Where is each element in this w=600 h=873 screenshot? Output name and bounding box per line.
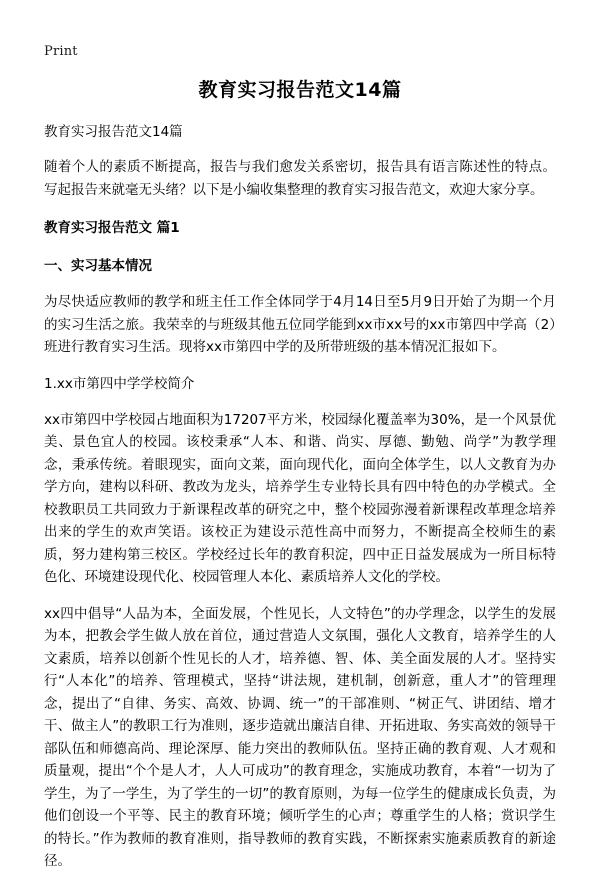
print-label[interactable]: Print bbox=[44, 44, 78, 59]
paragraph-school-philosophy: xx四中倡导“人品为本，全面发展，个性见长，人文特色”的办学理念，以学生的发展为本，把教会学生做人放在首位，通过营造人文氛围，强化人文教育，培养学生的人文素质，培养以创新个性见长的人才，培养德、智、体、美全面发展的人才。坚持实行“人本化”的培养、管理模式，坚持“讲法规，建机制，创新意，重人才”的管理理念，提出了“自律、务实、高效、协调、统一”的干部准则、“树正气、讲团结、增才干、做主人”的教职工行为准则，逐步造就出廉洁自律、开拓进取、务实高效的领导干部队伍和师德高尚、理论深厚、能力突出的教师队伍。坚持正确的教育观、人才观和质量观，提出“个个是人才，人人可成功”的教育理念，实施成功教育，本着“一切为了学生，为了一学生，为了学生的一切”的教育原则，为每一位学生的健康成长负责，为他们创设一个平等、民主的教育环境；倾听学生的心声；尊重学生的人格；赏识学生的特长。”作为教师的教育准则，指导教师的教育实践，不断探索实施素质教育的新途径。 bbox=[44, 605, 556, 869]
intro-paragraph: 随着个人的素质不断提高，报告与我们愈发关系密切，报告具有语言陈述性的特点。写起报告来就毫无头绪？以下是小编收集整理的教育实习报告范文，欢迎大家分享。 bbox=[44, 159, 556, 198]
section-heading-pian1: 教育实习报告范文 篇1 bbox=[44, 220, 180, 236]
paragraph-school-profile: xx市第四中学校园占地面积为17207平方米，校园绿化覆盖率为30%，是一个风景优美、景色宜人的校园。该校秉承“人本、和谐、尚实、厚德、勤勉、尚学”为教学理念，秉承传统。着眼现实，面向文莱，面向现代化，面向全体学生，以人文教育为办学方向，建构以科研、教改为龙头，培养学生专业特长具有四中特色的办学模式。全校教职员工共同致力于新课程改革的研究之中，整个校园弥漫着新课程改革理念培养出来的学生的欢声笑语。该校正为建设示范性高中而努力，不断提高全校师生的素质，努力建构第三校区。学校经过长年的教育积淀，四中正日益发展成为一所目标特色化、环境建设现代化、校园管理人本化、素质培养人文化的学校。 bbox=[44, 411, 556, 585]
document-content bbox=[44, 72, 556, 873]
list-item-school-intro: 1.xx市第四中学学校简介 bbox=[44, 375, 195, 392]
subsection-heading-basic-info: 一、实习基本情况 bbox=[44, 258, 152, 274]
page-title: 教育实习报告范文14篇 bbox=[198, 79, 402, 101]
paragraph-internship-overview: 为尽快适应教师的教学和班主任工作全体同学于4月14日至5月9日开始了为期一个月的实习生活之旅。我荣幸的与班级其他五位同学能到xx市xx号的xx市第四中学高（2）班进行教育实习生活。现将xx市第四中学的及所带班级的基本情况汇报如下。 bbox=[44, 294, 556, 355]
document-subtitle: 教育实习报告范文14篇 bbox=[44, 124, 183, 140]
